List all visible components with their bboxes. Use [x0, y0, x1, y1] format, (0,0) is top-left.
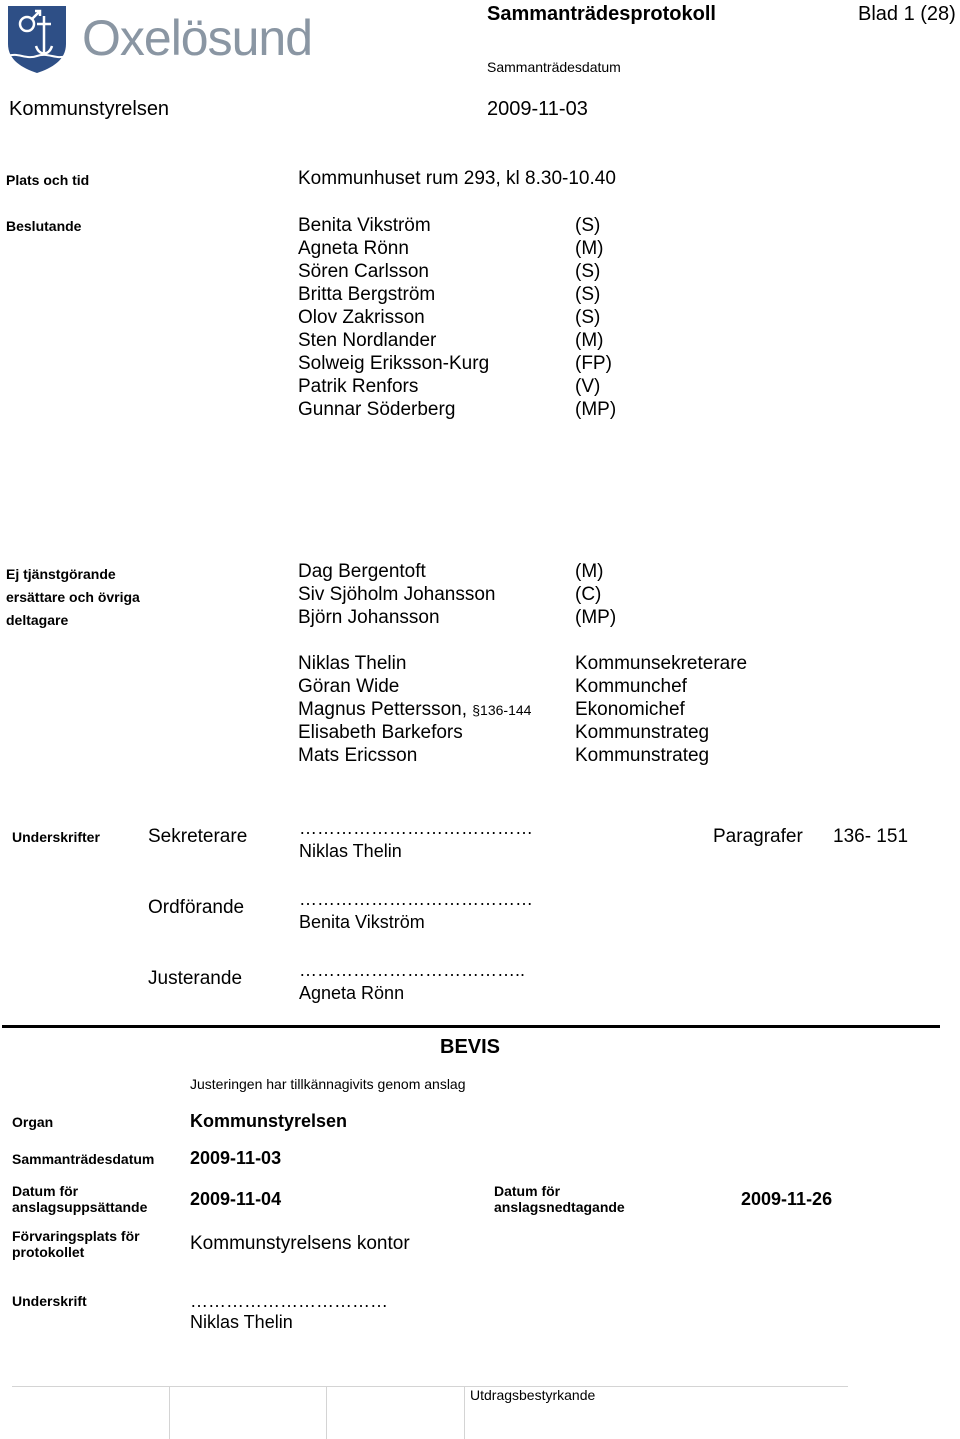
substitute-name: Siv Sjöholm Johansson: [298, 584, 496, 605]
extract-certification-label: Utdragsbestyrkande: [470, 1387, 596, 1403]
footer-table-cell-divider: [464, 1386, 465, 1439]
member-name: Solweig Eriksson-Kurg: [298, 353, 490, 374]
signature-name: Niklas Thelin: [190, 1312, 293, 1332]
chair-name: Benita Vikström: [299, 912, 425, 932]
member-party: (V): [575, 376, 601, 397]
footer-table-top: [12, 1386, 848, 1387]
signature-label: Underskrift: [12, 1293, 87, 1309]
member-party: (S): [575, 284, 601, 305]
logo-wordmark: Oxelösund: [82, 10, 313, 66]
member-name: Olov Zakrisson: [298, 307, 425, 328]
meeting-date: 2009-11-03: [487, 98, 588, 120]
removal-date-value: 2009-11-26: [741, 1189, 833, 1209]
removal-date-label-line: anslagsnedtagande: [494, 1199, 625, 1215]
storage-label-line: protokollet: [12, 1244, 85, 1260]
date-caption: Sammanträdesdatum: [487, 59, 621, 75]
posting-date-label-line: anslagsuppsättande: [12, 1199, 148, 1215]
organ-label: Organ: [12, 1114, 54, 1130]
member-party: (S): [575, 307, 601, 328]
others-label-line: Ej tjänstgörande: [6, 566, 116, 582]
others-label-line: ersättare och övriga: [6, 589, 140, 605]
section-divider: [2, 1025, 940, 1028]
place-label: Plats och tid: [6, 172, 90, 188]
adjuster-role: Justerande: [148, 968, 243, 989]
secretary-name: Niklas Thelin: [299, 841, 402, 861]
place-value: Kommunhuset rum 293, kl 8.30-10.40: [298, 168, 616, 189]
deciding-parties: [575, 214, 616, 421]
official-name: Niklas Thelin: [298, 653, 407, 674]
official-names: [298, 652, 531, 767]
chair-role: Ordförande: [148, 897, 245, 918]
member-party: (S): [575, 215, 601, 236]
deciding-label: Beslutande: [6, 218, 82, 234]
chair-signature-line: …………………………………: [299, 889, 533, 909]
official-entry: [298, 698, 531, 721]
official-role: Kommunstrateg: [575, 722, 710, 743]
adjuster-name: Agneta Rönn: [299, 983, 405, 1003]
substitute-names: [298, 560, 496, 629]
others-label-line: deltagare: [6, 612, 69, 628]
member-name: Agneta Rönn: [298, 238, 409, 259]
member-party: (M): [575, 330, 604, 351]
posting-date-value: 2009-11-04: [190, 1189, 282, 1209]
official-name: Göran Wide: [298, 676, 400, 697]
member-name: Sten Nordlander: [298, 330, 437, 351]
member-party: (S): [575, 261, 601, 282]
official-roles: [575, 652, 747, 767]
posting-date-label: [12, 1183, 147, 1215]
signatures-label: Underskrifter: [12, 829, 100, 845]
official-role: Kommunsekreterare: [575, 653, 748, 674]
secretary-role: Sekreterare: [148, 826, 248, 847]
page-indicator: Blad 1 (28): [858, 3, 956, 25]
removal-date-label: [494, 1183, 625, 1215]
organ-value: Kommunstyrelsen: [190, 1111, 348, 1131]
official-name: Magnus Pettersson,: [298, 699, 467, 720]
official-role: Ekonomichef: [575, 699, 685, 720]
official-name: Mats Ericsson: [298, 745, 418, 766]
official-name: Elisabeth Barkefors: [298, 722, 463, 743]
substitute-name: Dag Bergentoft: [298, 561, 426, 582]
bevis-title: BEVIS: [440, 1036, 501, 1058]
member-party: (MP): [575, 399, 617, 420]
substitute-parties: [575, 560, 616, 629]
substitute-party: (M): [575, 561, 604, 582]
substitute-name: Björn Johansson: [298, 607, 440, 628]
secretary-signature-line: …………………………………: [299, 818, 533, 838]
document-title: Sammanträdesprotokoll: [487, 3, 716, 25]
footer-table-cell-divider: [169, 1386, 170, 1439]
bevis-date-label: Sammanträdesdatum: [12, 1151, 155, 1167]
adjuster-signature-line: ………………………………..: [299, 960, 526, 980]
bevis-date-value: 2009-11-03: [190, 1148, 282, 1168]
coat-of-arms-icon: [6, 4, 68, 74]
substitute-party: (MP): [575, 607, 617, 628]
posting-date-label-line: Datum för: [12, 1183, 79, 1199]
storage-label-line: Förvaringsplats för: [12, 1228, 140, 1244]
member-name: Benita Vikström: [298, 215, 431, 236]
footer-table-cell-divider: [326, 1386, 327, 1439]
official-role: Kommunstrateg: [575, 745, 710, 766]
paragraphs-label: Paragrafer: [713, 826, 803, 847]
others-label: [6, 563, 140, 632]
municipal-logo: [6, 4, 336, 76]
member-name: Sören Carlsson: [298, 261, 429, 282]
signature-line: ……………………………: [190, 1291, 388, 1311]
member-party: (M): [575, 238, 604, 259]
body-name: Kommunstyrelsen: [9, 98, 170, 120]
official-role: Kommunchef: [575, 676, 687, 697]
paragraphs-value: 136- 151: [833, 826, 909, 847]
member-name: Patrik Renfors: [298, 376, 419, 397]
deciding-names: [298, 214, 489, 421]
member-party: (FP): [575, 353, 612, 374]
storage-label: [12, 1228, 140, 1260]
member-name: Britta Bergström: [298, 284, 436, 305]
official-paragraph-note: §136-144: [472, 702, 532, 718]
bevis-subtitle: Justeringen har tillkännagivits genom anslag: [190, 1076, 466, 1092]
member-name: Gunnar Söderberg: [298, 399, 456, 420]
substitute-party: (C): [575, 584, 602, 605]
storage-value: Kommunstyrelsens kontor: [190, 1233, 410, 1254]
removal-date-label-line: Datum för: [494, 1183, 561, 1199]
